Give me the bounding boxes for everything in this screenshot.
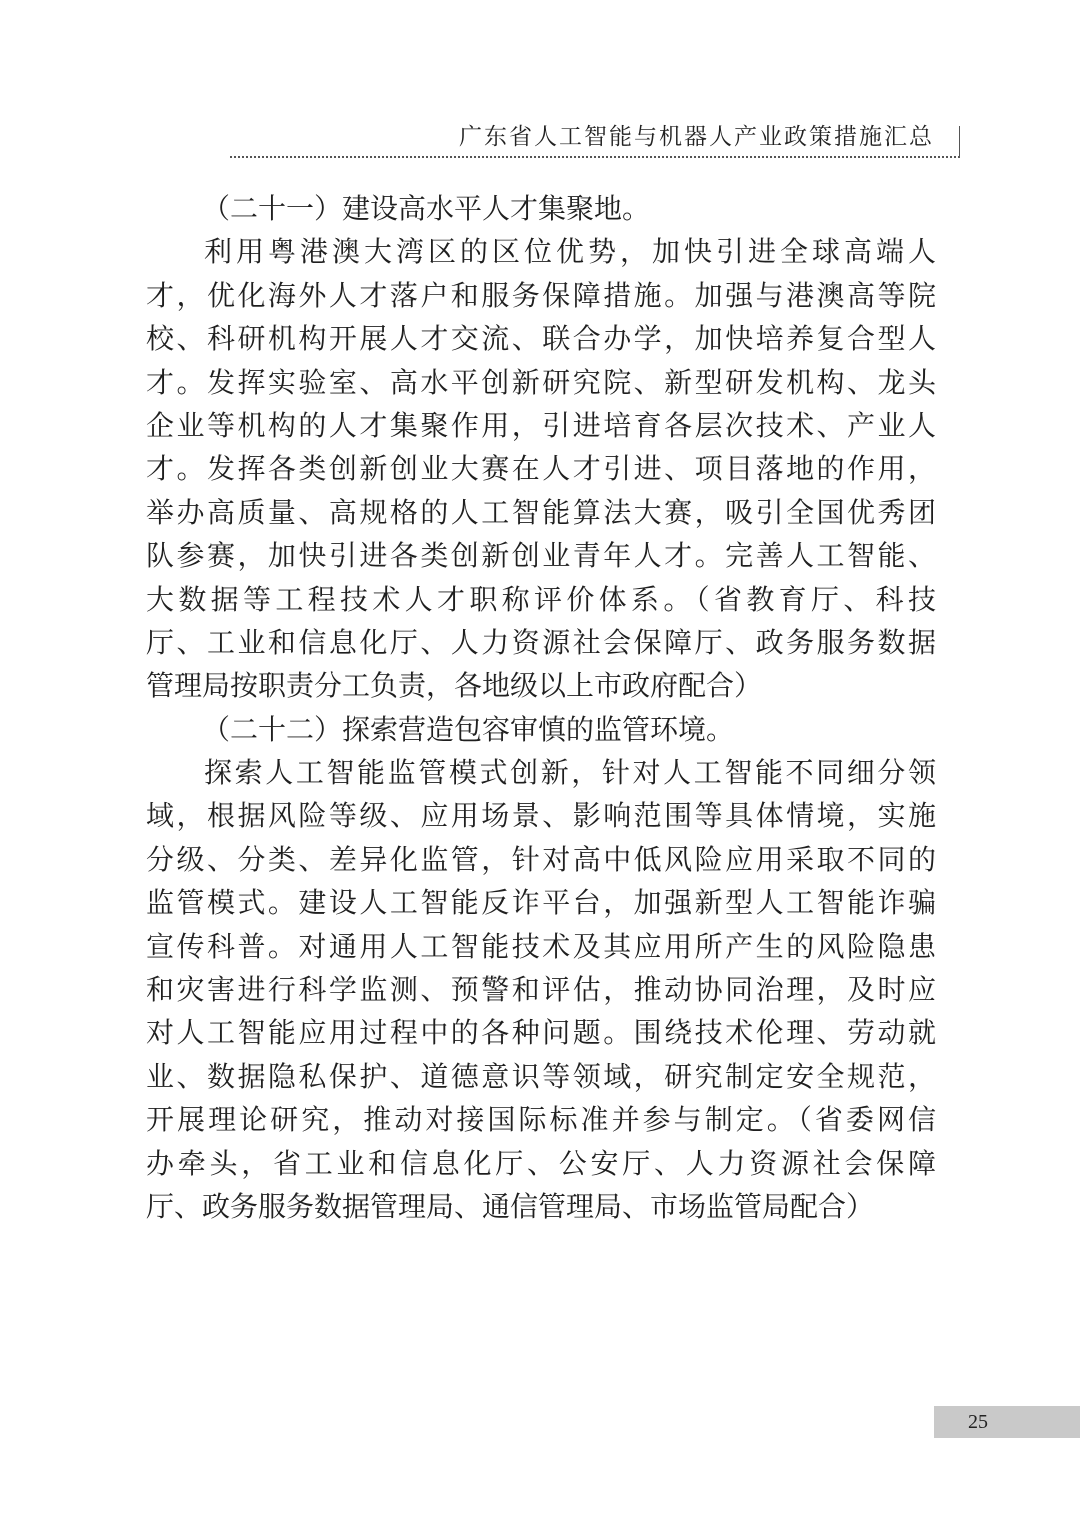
paragraph-line: 才。发挥各类创新创业大赛在人才引进、项目落地的作用， bbox=[146, 452, 936, 486]
header-tick-mark bbox=[959, 126, 960, 158]
paragraph-line: 利用粤港澳大湾区的区位优势，加快引进全球高端人 bbox=[204, 235, 936, 269]
paragraph-line: 办牵头，省工业和信息化厅、公安厅、人力资源社会保障 bbox=[146, 1146, 936, 1180]
running-header-title: 广东省人工智能与机器人产业政策措施汇总 bbox=[459, 124, 934, 150]
paragraph-line: 才，优化海外人才落户和服务保障措施。加强与港澳高等院 bbox=[146, 278, 936, 312]
paragraph-line: 队参赛，加快引进各类创新创业青年人才。完善人工智能、 bbox=[146, 539, 936, 573]
paragraph-line: 校、科研机构开展人才交流、联合办学，加快培养复合型人 bbox=[146, 322, 936, 356]
paragraph-line: 业、数据隐私保护、道德意识等领域，研究制定安全规范， bbox=[146, 1059, 936, 1093]
section-heading: （二十一）建设高水平人才集聚地。 bbox=[202, 192, 651, 225]
paragraph-line: 开展理论研究，推动对接国际标准并参与制定。（省委网信 bbox=[146, 1103, 936, 1137]
paragraph-line: 域，根据风险等级、应用场景、影响范围等具体情境，实施 bbox=[146, 799, 936, 833]
page-number-tab bbox=[934, 1406, 1080, 1438]
paragraph-line: 大数据等工程技术人才职称评价体系。（省教育厅、科技 bbox=[146, 582, 936, 616]
paragraph-line: 分级、分类、差异化监管，针对高中低风险应用采取不同的 bbox=[146, 842, 936, 876]
paragraph-line: 才。发挥实验室、高水平创新研究院、新型研发机构、龙头 bbox=[146, 365, 936, 399]
paragraph-line: 探索人工智能监管模式创新，针对人工智能不同细分领 bbox=[204, 756, 936, 790]
paragraph-line: 和灾害进行科学监测、预警和评估，推动协同治理，及时应 bbox=[146, 973, 936, 1007]
running-header bbox=[230, 110, 960, 158]
paragraph-line: 管理局按职责分工负责，各地级以上市政府配合） bbox=[146, 669, 763, 703]
paragraph-line: 举办高质量、高规格的人工智能算法大赛，吸引全国优秀团 bbox=[146, 495, 936, 529]
paragraph-line: 监管模式。建设人工智能反诈平台，加强新型人工智能诈骗 bbox=[146, 886, 936, 920]
paragraph-line: 厅、政务服务数据管理局、通信管理局、市场监管局配合） bbox=[146, 1189, 875, 1223]
paragraph-line: 厅、工业和信息化厅、人力资源社会保障厅、政务服务数据 bbox=[146, 625, 936, 659]
paragraph-line: 企业等机构的人才集聚作用，引进培育各层次技术、产业人 bbox=[146, 408, 936, 442]
page-number: 25 bbox=[968, 1411, 988, 1433]
section-heading: （二十二）探索营造包容审慎的监管环境。 bbox=[202, 712, 735, 746]
paragraph-line: 宣传科普。对通用人工智能技术及其应用所产生的风险隐患 bbox=[146, 929, 936, 963]
body-text bbox=[146, 187, 936, 1228]
header-dotted-rule bbox=[230, 156, 960, 158]
paragraph-line: 对人工智能应用过程中的各种问题。围绕技术伦理、劳动就 bbox=[146, 1016, 936, 1050]
